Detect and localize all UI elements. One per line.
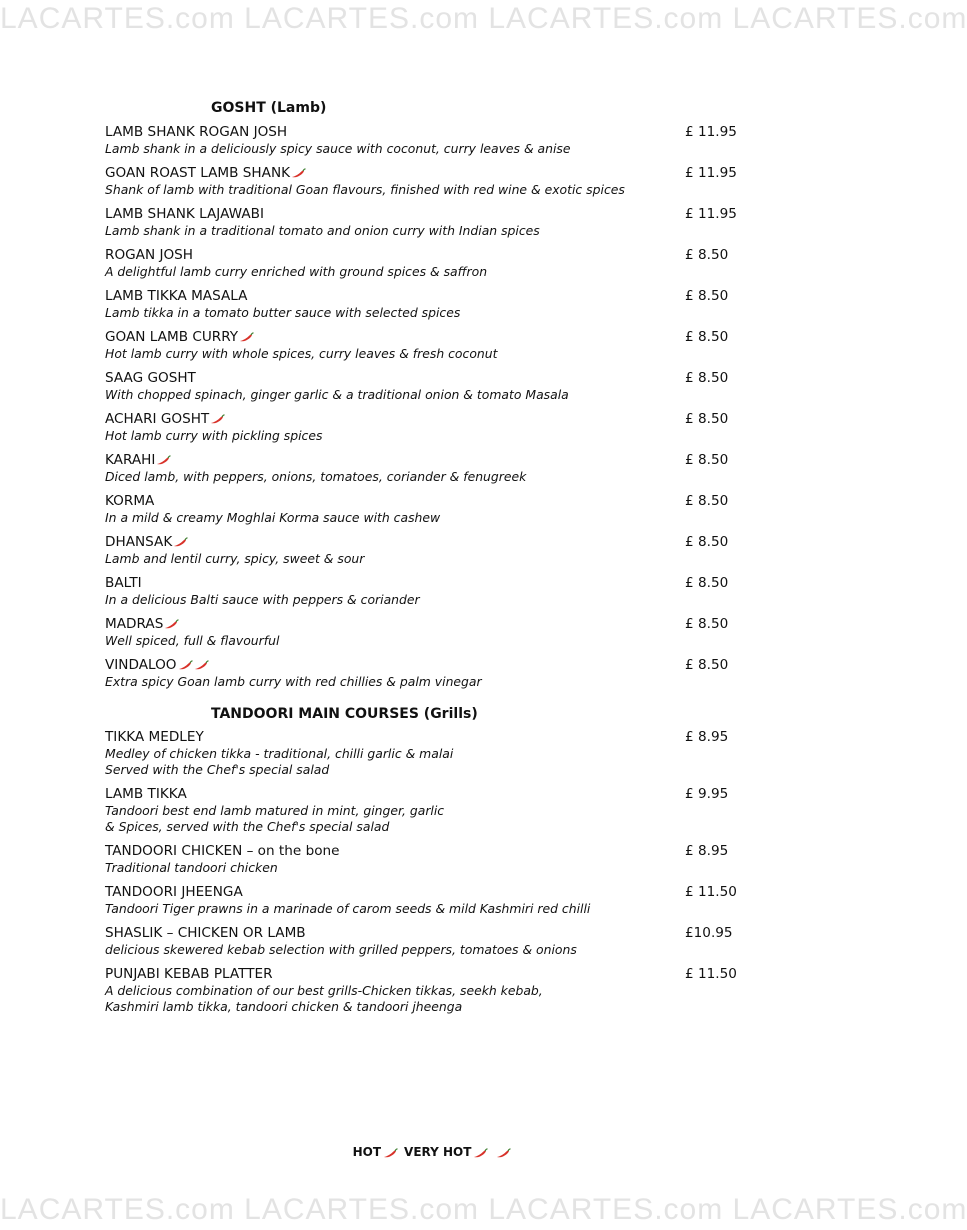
item-description: In a delicious Balti sauce with peppers & coriander (105, 592, 420, 607)
item-name-text: KARAHI (105, 452, 156, 468)
legend-hot-chillies (381, 1145, 404, 1159)
item-price: £ 8.50 (685, 657, 729, 673)
item-name (105, 616, 745, 633)
item-name (105, 966, 745, 983)
item-name (105, 165, 745, 182)
menu-item (105, 884, 745, 917)
item-name-text: LAMB TIKKA MASALA (105, 288, 248, 304)
item-name-text: LAMB TIKKA (105, 786, 187, 802)
menu-item (105, 616, 745, 649)
menu-item (105, 925, 745, 958)
item-description: A delightful lamb curry enriched with ground spices & saffron (105, 264, 488, 279)
section-title-gosht: GOSHT (Lamb) (211, 100, 327, 116)
item-price: £ 11.95 (685, 206, 737, 222)
item-name (105, 657, 745, 674)
item-price: £ 8.50 (685, 534, 729, 550)
item-price: £ 8.50 (685, 575, 729, 591)
item-price: £10.95 (685, 925, 733, 941)
item-description: Served with the Chef's special salad (105, 762, 330, 777)
chilli-icon (239, 332, 254, 342)
item-name-text: SHASLIK – CHICKEN OR LAMB (105, 925, 306, 941)
item-name-text: TANDOORI CHICKEN – on the bone (105, 843, 340, 859)
item-price: £ 8.50 (685, 452, 729, 468)
chilli-icon (383, 1148, 398, 1158)
menu-item (105, 411, 745, 444)
item-name-text: GOAN ROAST LAMB SHANK (105, 165, 291, 181)
menu-item (105, 729, 745, 778)
spice-legend (0, 1145, 870, 1159)
item-price: £ 8.95 (685, 729, 729, 745)
item-name (105, 843, 745, 860)
item-description: Extra spicy Goan lamb curry with red chillies & palm vinegar (105, 674, 482, 689)
item-name (105, 925, 745, 942)
item-price: £ 8.50 (685, 329, 729, 345)
menu-item (105, 124, 745, 157)
menu-item (105, 493, 745, 526)
section-title-tandoori: TANDOORI MAIN COURSES (Grills) (211, 706, 478, 722)
item-description: Hot lamb curry with pickling spices (105, 428, 323, 443)
item-name (105, 884, 745, 901)
item-name-text: BALTI (105, 575, 142, 591)
item-name (105, 452, 745, 469)
chilli-icon (291, 168, 306, 178)
legend-very-hot-label: VERY HOT (404, 1145, 472, 1159)
item-description: Hot lamb curry with whole spices, curry leaves & fresh coconut (105, 346, 498, 361)
chilli-icon (473, 1148, 488, 1158)
menu-item (105, 329, 745, 362)
menu-item (105, 452, 745, 485)
item-name (105, 329, 745, 346)
menu-item (105, 206, 745, 239)
chilli-icon (178, 660, 193, 670)
item-name (105, 206, 745, 223)
legend-very-hot-chillies (471, 1145, 517, 1159)
item-description: Tandoori Tiger prawns in a marinade of carom seeds & mild Kashmiri red chilli (105, 901, 591, 916)
item-description: Medley of chicken tikka - traditional, chilli garlic & malai (105, 746, 454, 761)
item-name-text: SAAG GOSHT (105, 370, 196, 386)
menu-item (105, 843, 745, 876)
item-name (105, 124, 745, 141)
item-description: Shank of lamb with traditional Goan flavours, finished with red wine & exotic spices (105, 182, 625, 197)
menu-item (105, 657, 745, 690)
item-description: Lamb shank in a traditional tomato and onion curry with Indian spices (105, 223, 540, 238)
item-name (105, 370, 745, 387)
item-name-text: ROGAN JOSH (105, 247, 194, 263)
item-description: Tandoori best end lamb matured in mint, ginger, garlic (105, 803, 445, 818)
item-name (105, 786, 745, 803)
item-description: delicious skewered kebab selection with grilled peppers, tomatoes & onions (105, 942, 577, 957)
item-name-text: MADRAS (105, 616, 164, 632)
item-description: A delicious combination of our best grills-Chicken tikkas, seekh kebab, (105, 983, 543, 998)
item-description: Lamb tikka in a tomato butter sauce with selected spices (105, 305, 461, 320)
item-price: £ 8.50 (685, 411, 729, 427)
menu-item (105, 534, 745, 567)
menu-item (105, 575, 745, 608)
item-price: £ 11.50 (685, 884, 737, 900)
item-name (105, 288, 745, 305)
item-price: £ 8.50 (685, 370, 729, 386)
item-name-text: VINDALOO (105, 657, 177, 673)
item-price: £ 11.95 (685, 165, 737, 181)
item-price: £ 8.50 (685, 288, 729, 304)
item-name-text: PUNJABI KEBAB PLATTER (105, 966, 273, 982)
menu-item (105, 966, 745, 1015)
menu-item (105, 786, 745, 835)
menu-item (105, 247, 745, 280)
item-price: £ 8.50 (685, 247, 729, 263)
item-price: £ 8.95 (685, 843, 729, 859)
menu-item (105, 165, 745, 198)
item-name (105, 247, 745, 264)
menu-item (105, 370, 745, 403)
item-name (105, 575, 745, 592)
item-description: Well spiced, full & flavourful (105, 633, 280, 648)
item-price: £ 8.50 (685, 493, 729, 509)
item-name (105, 729, 745, 746)
item-description: Diced lamb, with peppers, onions, tomatoes, coriander & fenugreek (105, 469, 527, 484)
watermark-bottom: LACARTES.com LACARTES.com LACARTES.com LACARTES.com (0, 1193, 967, 1226)
item-description: In a mild & creamy Moghlai Korma sauce with cashew (105, 510, 441, 525)
item-description: With chopped spinach, ginger garlic & a traditional onion & tomato Masala (105, 387, 569, 402)
menu-item (105, 288, 745, 321)
item-description: Lamb and lentil curry, spicy, sweet & sour (105, 551, 365, 566)
watermark-top: LACARTES.com LACARTES.com LACARTES.com LACARTES.com (0, 2, 967, 35)
chilli-icon (156, 455, 171, 465)
item-name-text: KORMA (105, 493, 155, 509)
item-price: £ 11.50 (685, 966, 737, 982)
item-price: £ 8.50 (685, 616, 729, 632)
item-name (105, 534, 745, 551)
item-name-text: LAMB SHANK LAJAWABI (105, 206, 264, 222)
chilli-icon (210, 414, 225, 424)
item-name-text: GOAN LAMB CURRY (105, 329, 239, 345)
chilli-icon (496, 1148, 511, 1158)
item-name-text: ACHARI GOSHT (105, 411, 210, 427)
legend-hot-label: HOT (352, 1145, 382, 1159)
item-description: Kashmiri lamb tikka, tandoori chicken & tandoori jheenga (105, 999, 463, 1014)
item-name-text: TANDOORI JHEENGA (105, 884, 243, 900)
item-name-text: DHANSAK (105, 534, 173, 550)
item-description: Lamb shank in a deliciously spicy sauce with coconut, curry leaves & anise (105, 141, 571, 156)
item-name-text: TIKKA MEDLEY (105, 729, 204, 745)
chilli-icon (164, 619, 179, 629)
chilli-icon (194, 660, 209, 670)
item-price: £ 9.95 (685, 786, 729, 802)
item-name (105, 493, 745, 510)
item-name-text: LAMB SHANK ROGAN JOSH (105, 124, 288, 140)
item-description: & Spices, served with the Chef's special salad (105, 819, 390, 834)
item-price: £ 11.95 (685, 124, 737, 140)
item-name (105, 411, 745, 428)
item-description: Traditional tandoori chicken (105, 860, 278, 875)
chilli-icon (173, 537, 188, 547)
